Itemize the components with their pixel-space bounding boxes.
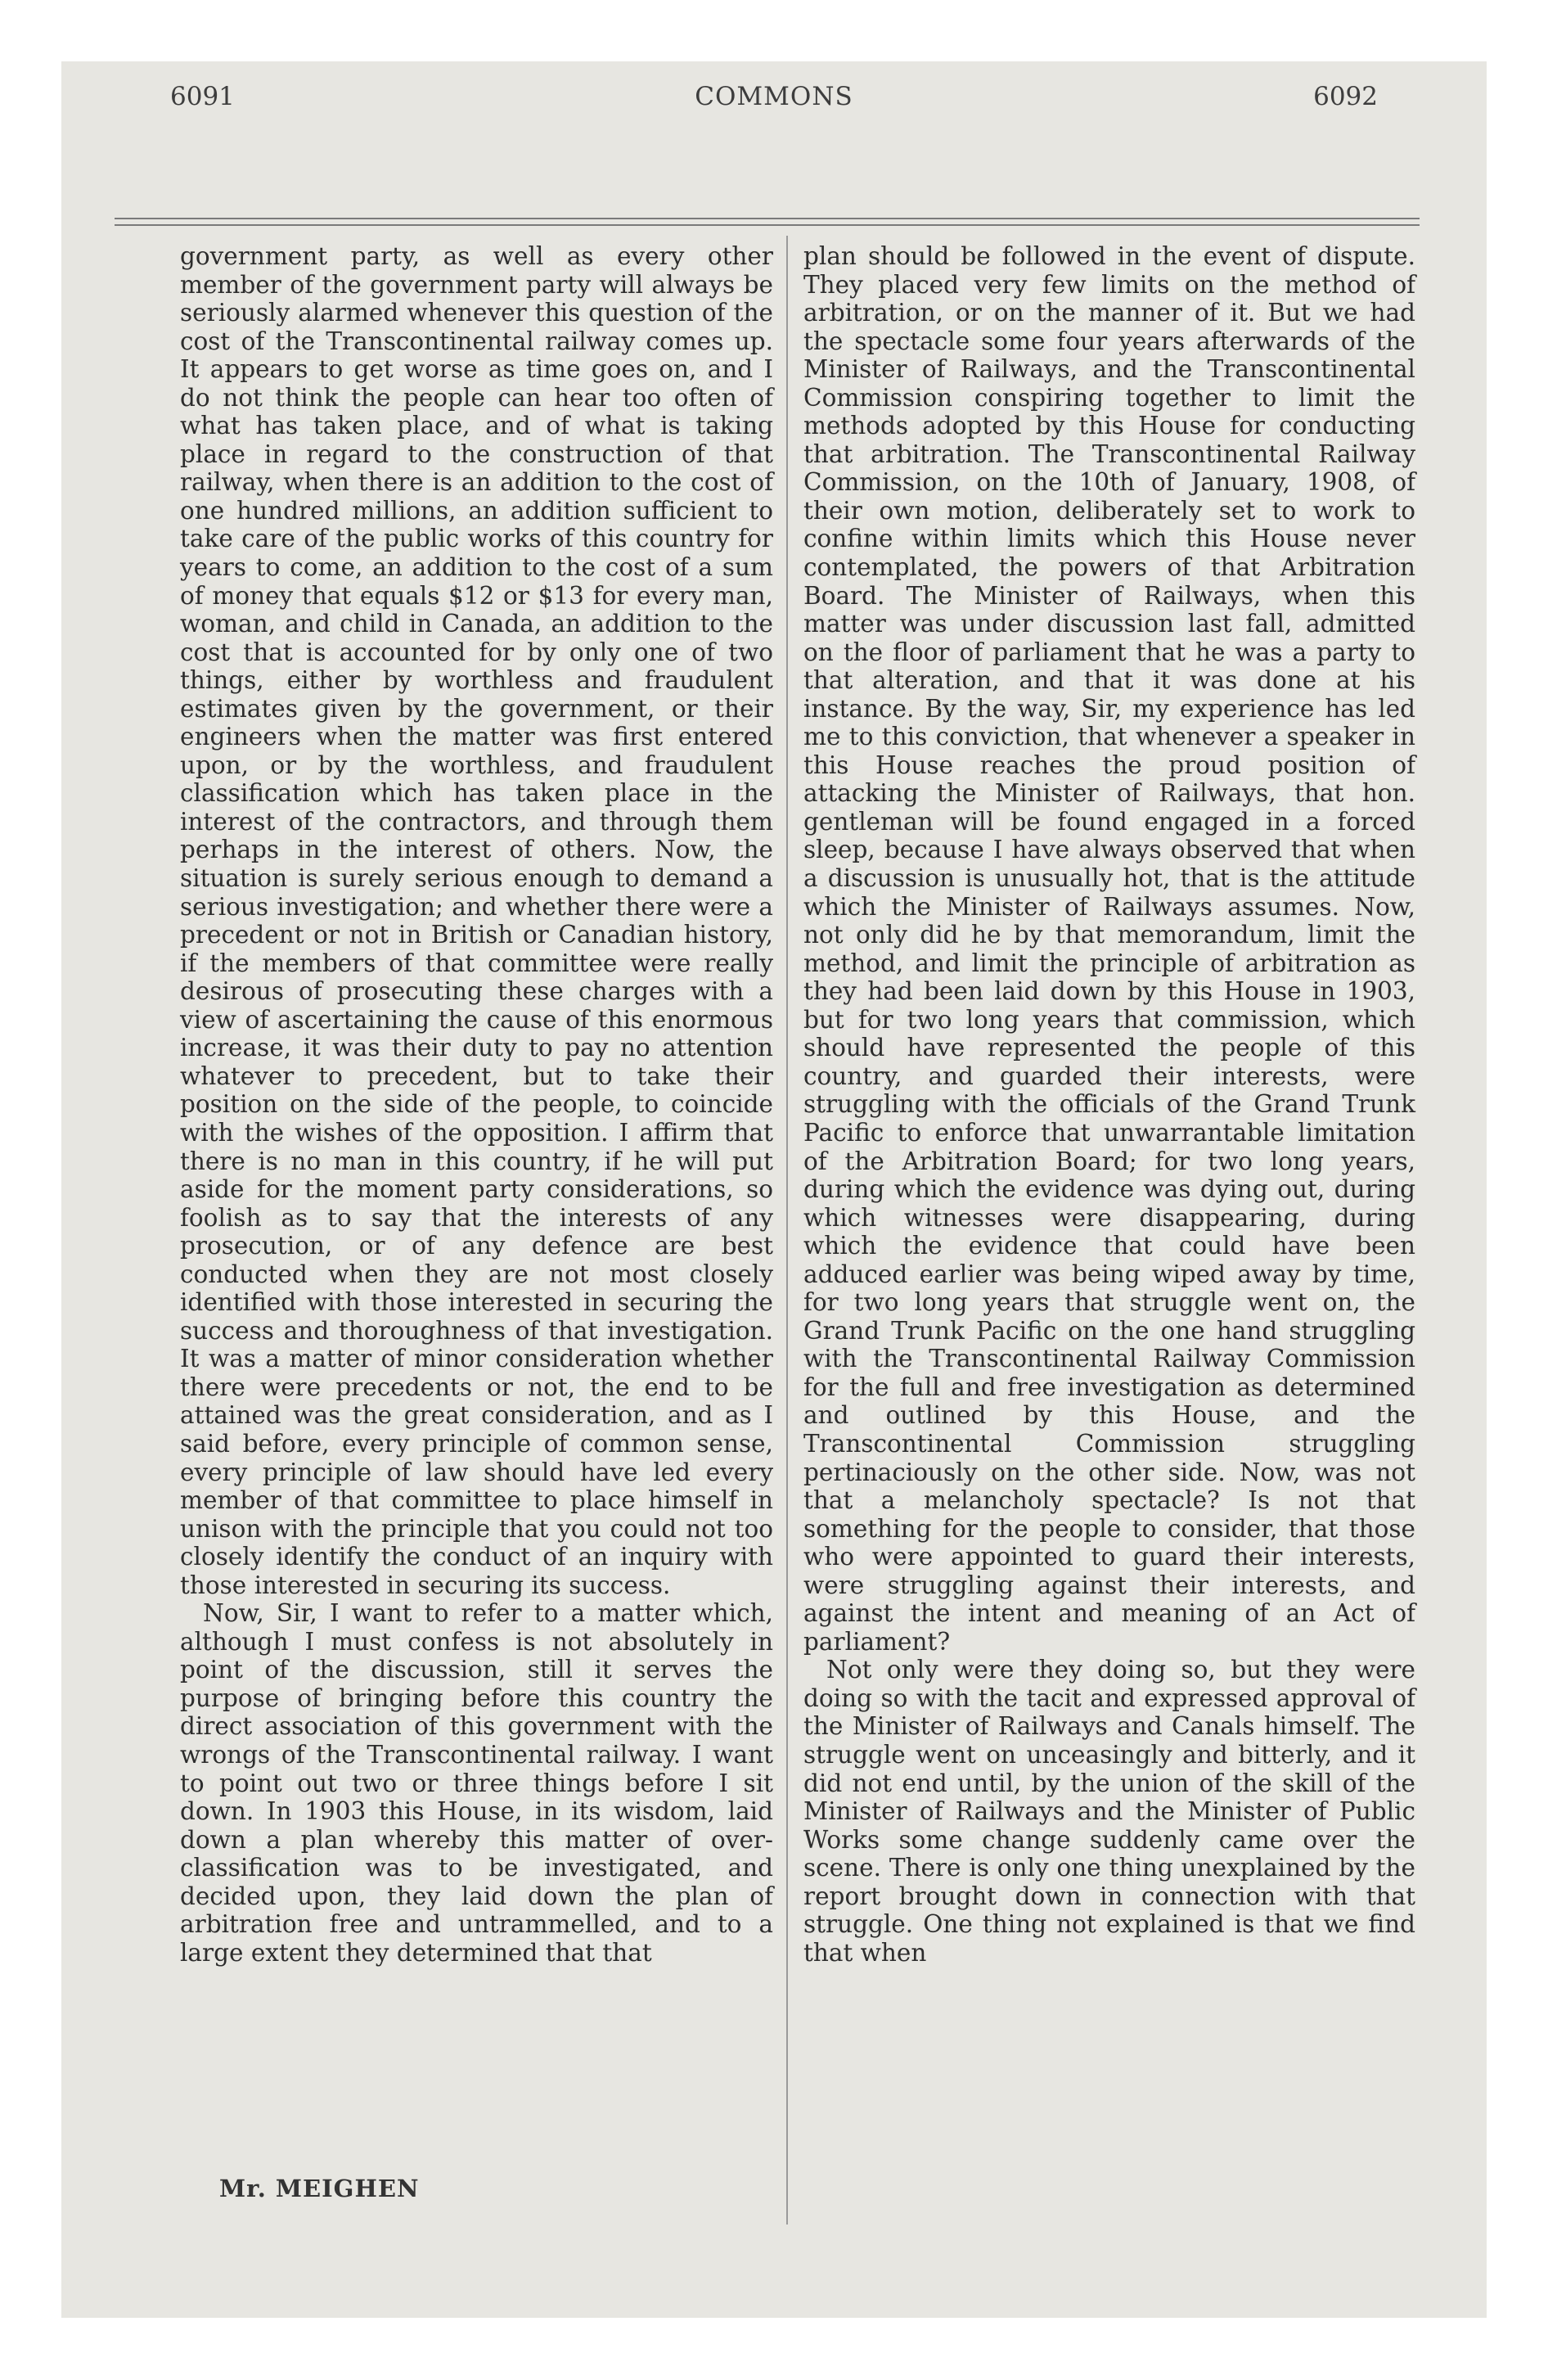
right-column (803, 242, 1415, 1967)
running-head: COMMONS (695, 82, 853, 111)
header-rule-top (115, 218, 1420, 219)
left-paragraph-1: government party, as well as every other member of the government party will always be seriously alarmed whenever this question of the cost of the Transcontinental railway comes up. It appears to get worse as time goes on, and I do not think the people can hear too often of what has taken place, and of what is taking place in regard to the construction of that railway, when there is an addition to the cost of one hundred millions, an addition sufficient to take care of the public works of this country for years to come, an addition to the cost of a sum of money that equals $12 or $13 for every man, woman, and child in Canada, an addition to the cost that is accounted for by only one of two things, either by worthless and fraudulent estimates given by the government, or their engineers when the matter was first entered upon, or by the worthless, and fraudulent classification which has taken place in the interest of the contractors, and through them perhaps in the interest of others. Now, the situation is surely serious enough to demand a serious investigation; and whether there were a precedent or not in British or Canadian history, if the members of that committee were really desirous of prosecuting these charges with a view of ascertaining the cause of this enormous increase, it was their duty to pay no attention whatever to precedent, but to take their position on the side of the people, to coincide with the wishes of the opposition. I affirm that there is no man in this country, if he will put aside for the moment party considerations, so foolish as to say that the interests of any prosecution, or of any defence are best conducted when they are not most closely identified with those interested in securing the success and thoroughness of that investigation. It was a matter of minor consideration whether there were precedents or not, the end to be attained was the great consideration, and as I said before, every principle of common sense, every principle of law should have led every member of that committee to place himself in unison with the principle that you could not too closely identify the conduct of an inquiry with those interested in securing its success. (180, 242, 773, 1599)
page-number-left: 6091 (170, 82, 235, 111)
speaker-footer: Mr. MEIGHEN (219, 2175, 420, 2202)
right-paragraph-2: Not only were they doing so, but they were doing so with the tacit and expressed approval of the Minister of Railways and Canals himself. The struggle went on unceasingly and bitterly, and it did not end until, by the union of the skill of the Minister of Railways and the Minister of Public Works some change suddenly came over the scene. There is only one thing unexplained by the report brought down in connection with that struggle. One thing not explained is that we find that when (803, 1656, 1415, 1967)
column-divider (786, 236, 788, 2224)
left-paragraph-2: Now, Sir, I want to refer to a matter which, although I must confess is not absolutely in point of the discussion, still it serves the purpose of bringing before this country the direct association of this government with the wrongs of the Transcontinental railway. I want to point out two or three things before I sit down. In 1903 this House, in its wisdom, laid down a plan whereby this matter of over-classification was to be investigated, and decided upon, they laid down the plan of arbitration free and untrammelled, and to a large extent they determined that that (180, 1599, 773, 1967)
left-column (180, 242, 773, 1967)
right-paragraph-1: plan should be followed in the event of dispute. They placed very few limits on the method of arbitration, or on the manner of it. But we had the spectacle some four years afterwards of the Minister of Railways, and the Transcontinental Commission conspiring together to limit the methods adopted by this House for conducting that arbitration. The Transcontinental Railway Commission, on the 10th of January, 1908, of their own motion, deliberately set to work to confine within limits which this House never contemplated, the powers of that Arbitration Board. The Minister of Railways, when this matter was under discussion last fall, admitted on the floor of parliament that he was a party to that alteration, and that it was done at his instance. By the way, Sir, my experience has led me to this conviction, that whenever a speaker in this House reaches the proud position of attacking the Minister of Railways, that hon. gentleman will be found engaged in a forced sleep, because I have always observed that when a discussion is unusually hot, that is the attitude which the Minister of Railways assumes. Now, not only did he by that memorandum, limit the method, and limit the principle of arbitration as they had been laid down by this House in 1903, but for two long years that commission, which should have represented the people of this country, and guarded their interests, were struggling with the officials of the Grand Trunk Pacific to enforce that unwarrantable limitation of the Arbitration Board; for two long years, during which the evidence was dying out, during which witnesses were disappearing, during which the evidence that could have been adduced earlier was being wiped away by time, for two long years that struggle went on, the Grand Trunk Pacific on the one hand struggling with the Transcontinental Railway Commission for the full and free investigation as determined and outlined by this House, and the Transcontinental Commission struggling pertinaciously on the other side. Now, was not that a melancholy spectacle? Is not that something for the people to consider, that those who were appointed to guard their interests, were struggling against their interests, and against the intent and meaning of an Act of parliament? (803, 242, 1415, 1656)
header-rule-bottom (115, 224, 1420, 226)
page-number-right: 6092 (1313, 82, 1378, 111)
